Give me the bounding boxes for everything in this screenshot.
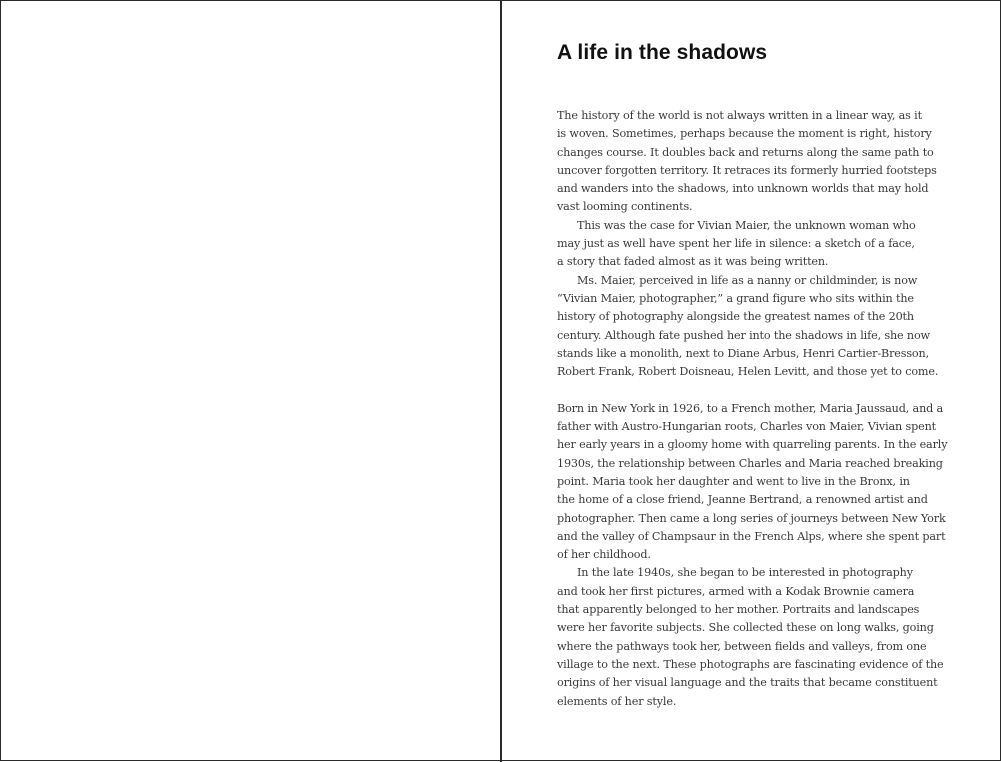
text-line: is woven. Sometimes, perhaps because the moment is right, history xyxy=(557,127,932,141)
paragraph-break xyxy=(557,381,949,399)
text-line: father with Austro-Hungarian roots, Charles von Maier, Vivian spent xyxy=(557,420,936,434)
text-line: her early years in a gloomy home with quarreling parents. In the early xyxy=(557,438,948,452)
text-line: and wanders into the shadows, into unknown worlds that may hold xyxy=(557,182,929,196)
text-line: The history of the world is not always written in a linear way, as it xyxy=(557,109,922,122)
text-line: Robert Frank, Robert Doisneau, Helen Levitt, and those yet to come. xyxy=(557,365,939,379)
text-line: and the valley of Champsaur in the French Alps, where she spent part xyxy=(557,529,946,543)
text-line: This was the case for Vivian Maier, the unknown woman who xyxy=(577,218,916,232)
text-line: and took her first pictures, armed with a Kodak Brownie camera xyxy=(557,584,915,598)
text-line: that apparently belonged to her mother. Portraits and landscapes xyxy=(557,603,920,617)
text-line: the home of a close friend, Jeanne Bertrand, a renowned artist and xyxy=(557,493,928,507)
right-page xyxy=(502,1,1001,762)
text-line: may just as well have spent her life in silence: a sketch of a face, xyxy=(557,237,915,251)
text-line: origins of her visual language and the traits that became constituent xyxy=(557,676,938,690)
text-line: photographer. Then came a long series of journeys between New York xyxy=(557,511,946,525)
text-line: changes course. It doubles back and returns along the same path to xyxy=(557,145,934,159)
text-line: vast looming continents. xyxy=(557,200,693,214)
text-line: a story that faded almost as it was being written. xyxy=(557,255,829,269)
text-line: 1930s, the relationship between Charles and Maria reached breaking xyxy=(557,456,943,470)
text-line: Born in New York in 1926, to a French mother, Maria Jaussaud, and a xyxy=(557,401,944,415)
text-line: of her childhood. xyxy=(557,548,651,562)
text-line: village to the next. These photographs are fascinating evidence of the xyxy=(557,657,944,671)
text-line: stands like a monolith, next to Diane Arbus, Henri Cartier-Bresson, xyxy=(557,346,929,360)
text-line: where the pathways took her, between fields and valleys, from one xyxy=(557,639,927,653)
text-line: Ms. Maier, perceived in life as a nanny or childminder, is now xyxy=(577,273,918,287)
text-line: century. Although fate pushed her into the shadows in life, she now xyxy=(557,328,930,342)
text-line: history of photography alongside the greatest names of the 20th xyxy=(557,310,914,324)
text-line: elements of her style. xyxy=(557,694,677,708)
text-line: uncover forgotten territory. It retraces its formerly hurried footsteps xyxy=(557,163,937,177)
left-page-blank xyxy=(1,1,500,762)
text-line: were her favorite subjects. She collected these on long walks, going xyxy=(557,621,934,635)
text-line: In the late 1940s, she began to be interested in photography xyxy=(577,566,913,580)
text-line: “Vivian Maier, photographer,” a grand figure who sits within the xyxy=(557,291,914,305)
body-text xyxy=(557,107,949,711)
chapter-title: A life in the shadows xyxy=(557,41,768,64)
text-line: point. Maria took her daughter and went to live in the Bronx, in xyxy=(557,474,910,488)
